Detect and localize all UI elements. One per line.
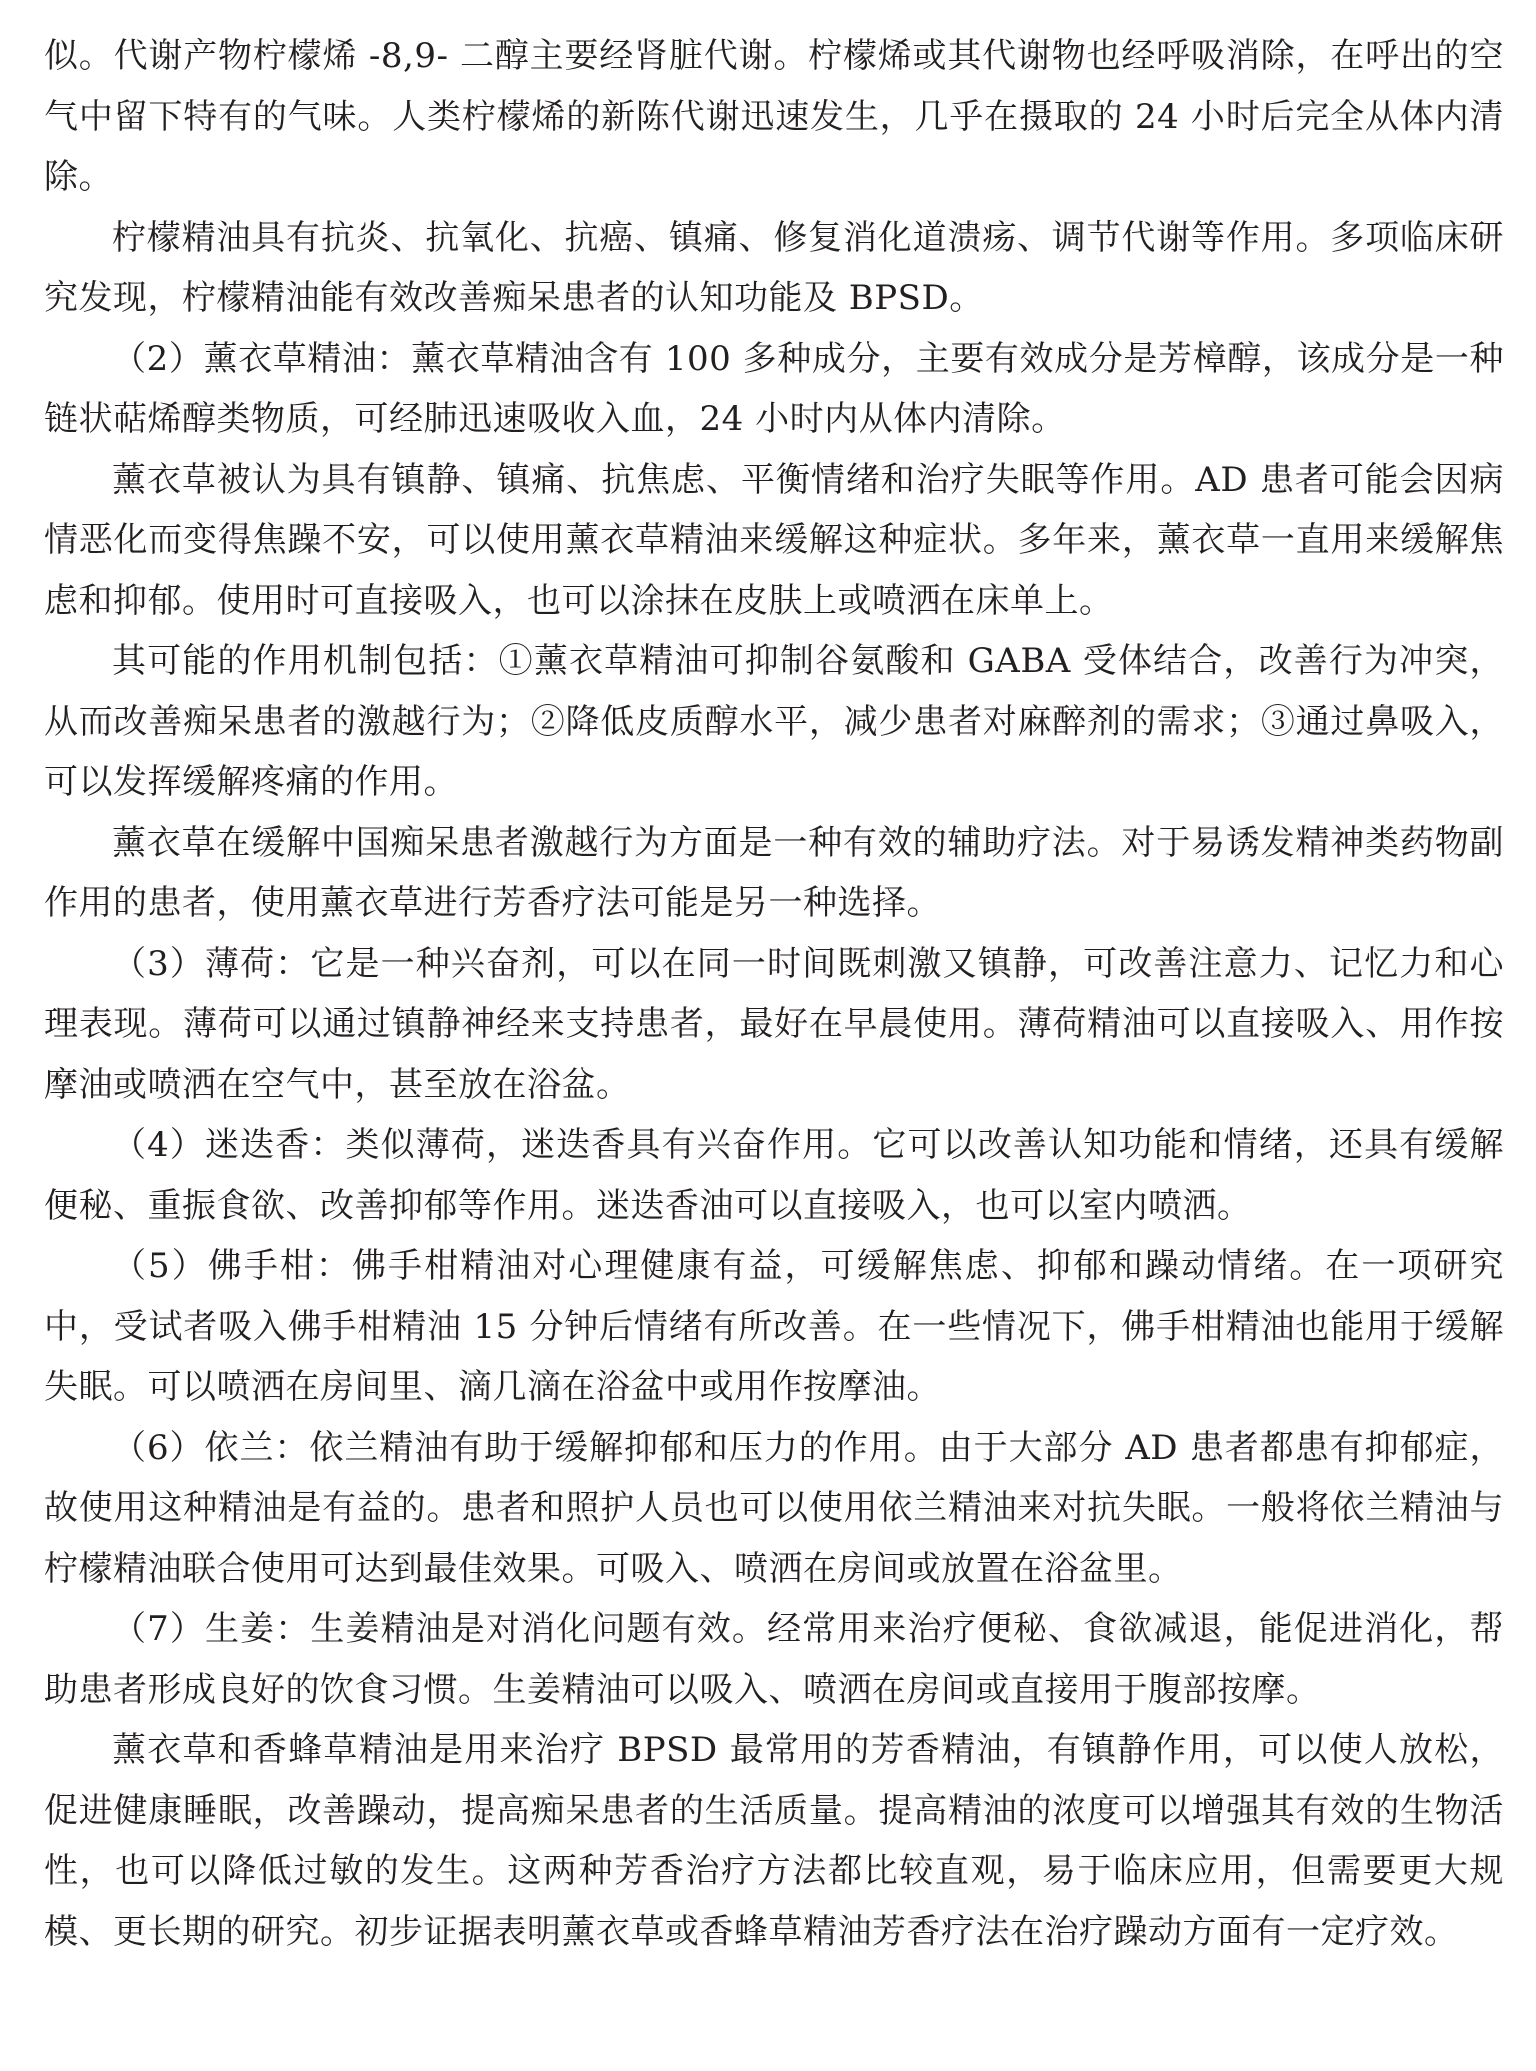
paragraph-bergamot: （5）佛手柑：佛手柑精油对心理健康有益，可缓解焦虑、抑郁和躁动情绪。在一项研究中，受试者吸入佛手柑精油 15 分钟后情绪有所改善。在一些情况下，佛手柑精油也能用于缓解失眠。可以喷洒在房间里、滴几滴在浴盆中或用作按摩油。 [44,1246,1504,1407]
paragraph-lavender-mechanism: 其可能的作用机制包括：①薰衣草精油可抑制谷氨酸和 GABA 受体结合，改善行为冲突，从而改善痴呆患者的激越行为；②降低皮质醇水平，减少患者对麻醉剂的需求；③通过鼻吸入，可以发挥缓解疼痛的作用。 [44,641,1504,802]
paragraph-lavender-agitation: 薰衣草在缓解中国痴呆患者激越行为方面是一种有效的辅助疗法。对于易诱发精神类药物副作用的患者，使用薰衣草进行芳香疗法可能是另一种选择。 [44,822,1504,923]
paragraph-rosemary: （4）迷迭香：类似薄荷，迷迭香具有兴奋作用。它可以改善认知功能和情绪，还具有缓解便秘、重振食欲、改善抑郁等作用。迷迭香油可以直接吸入，也可以室内喷洒。 [44,1125,1504,1226]
paragraph-ylang-ylang: （6）依兰：依兰精油有助于缓解抑郁和压力的作用。由于大部分 AD 患者都患有抑郁症，故使用这种精油是有益的。患者和照护人员也可以使用依兰精油来对抗失眠。一般将依兰精油与柠檬精油联合使用可达到最佳效果。可吸入、喷洒在房间或放置在浴盆里。 [44,1427,1504,1589]
paragraph-lavender-effects: 薰衣草被认为具有镇静、镇痛、抗焦虑、平衡情绪和治疗失眠等作用。AD 患者可能会因病情恶化而变得焦躁不安，可以使用薰衣草精油来缓解这种症状。多年来，薰衣草一直用来缓解焦虑和抑郁。使用时可直接吸入，也可以涂抹在皮肤上或喷洒在床单上。 [44,459,1504,621]
paragraph-limonene-metabolism: 似。代谢产物柠檬烯 -8,9- 二醇主要经肾脏代谢。柠檬烯或其代谢物也经呼吸消除，在呼出的空气中留下特有的气味。人类柠檬烯的新陈代谢迅速发生，几乎在摄取的 24 小时后完全从体内清除。 [44,36,1504,197]
paragraph-lavender-melissa-summary: 薰衣草和香蜂草精油是用来治疗 BPSD 最常用的芳香精油，有镇静作用，可以使人放松，促进健康睡眠，改善躁动，提高痴呆患者的生活质量。提高精油的浓度可以增强其有效的生物活性，也可以降低过敏的发生。这两种芳香治疗方法都比较直观，易于临床应用，但需要更大规模、更长期的研究。初步证据表明薰衣草或香蜂草精油芳香疗法在治疗躁动方面有一定疗效。 [44,1730,1504,1952]
paragraph-lavender-oil: （2）薰衣草精油：薰衣草精油含有 100 多种成分，主要有效成分是芳樟醇，该成分是一种链状萜烯醇类物质，可经肺迅速吸收入血，24 小时内从体内清除。 [44,338,1504,439]
paragraph-peppermint: （3）薄荷：它是一种兴奋剂，可以在同一时间既刺激又镇静，可改善注意力、记忆力和心理表现。薄荷可以通过镇静神经来支持患者，最好在早晨使用。薄荷精油可以直接吸入、用作按摩油或喷洒在空气中，甚至放在浴盆。 [44,943,1504,1105]
paragraph-ginger: （7）生姜：生姜精油是对消化问题有效。经常用来治疗便秘、食欲减退，能促进消化，帮助患者形成良好的饮食习惯。生姜精油可以吸入、喷洒在房间或直接用于腹部按摩。 [44,1609,1504,1710]
paragraph-lemon-oil-effects: 柠檬精油具有抗炎、抗氧化、抗癌、镇痛、修复消化道溃疡、调节代谢等作用。多项临床研究发现，柠檬精油能有效改善痴呆患者的认知功能及 BPSD。 [44,217,1504,318]
